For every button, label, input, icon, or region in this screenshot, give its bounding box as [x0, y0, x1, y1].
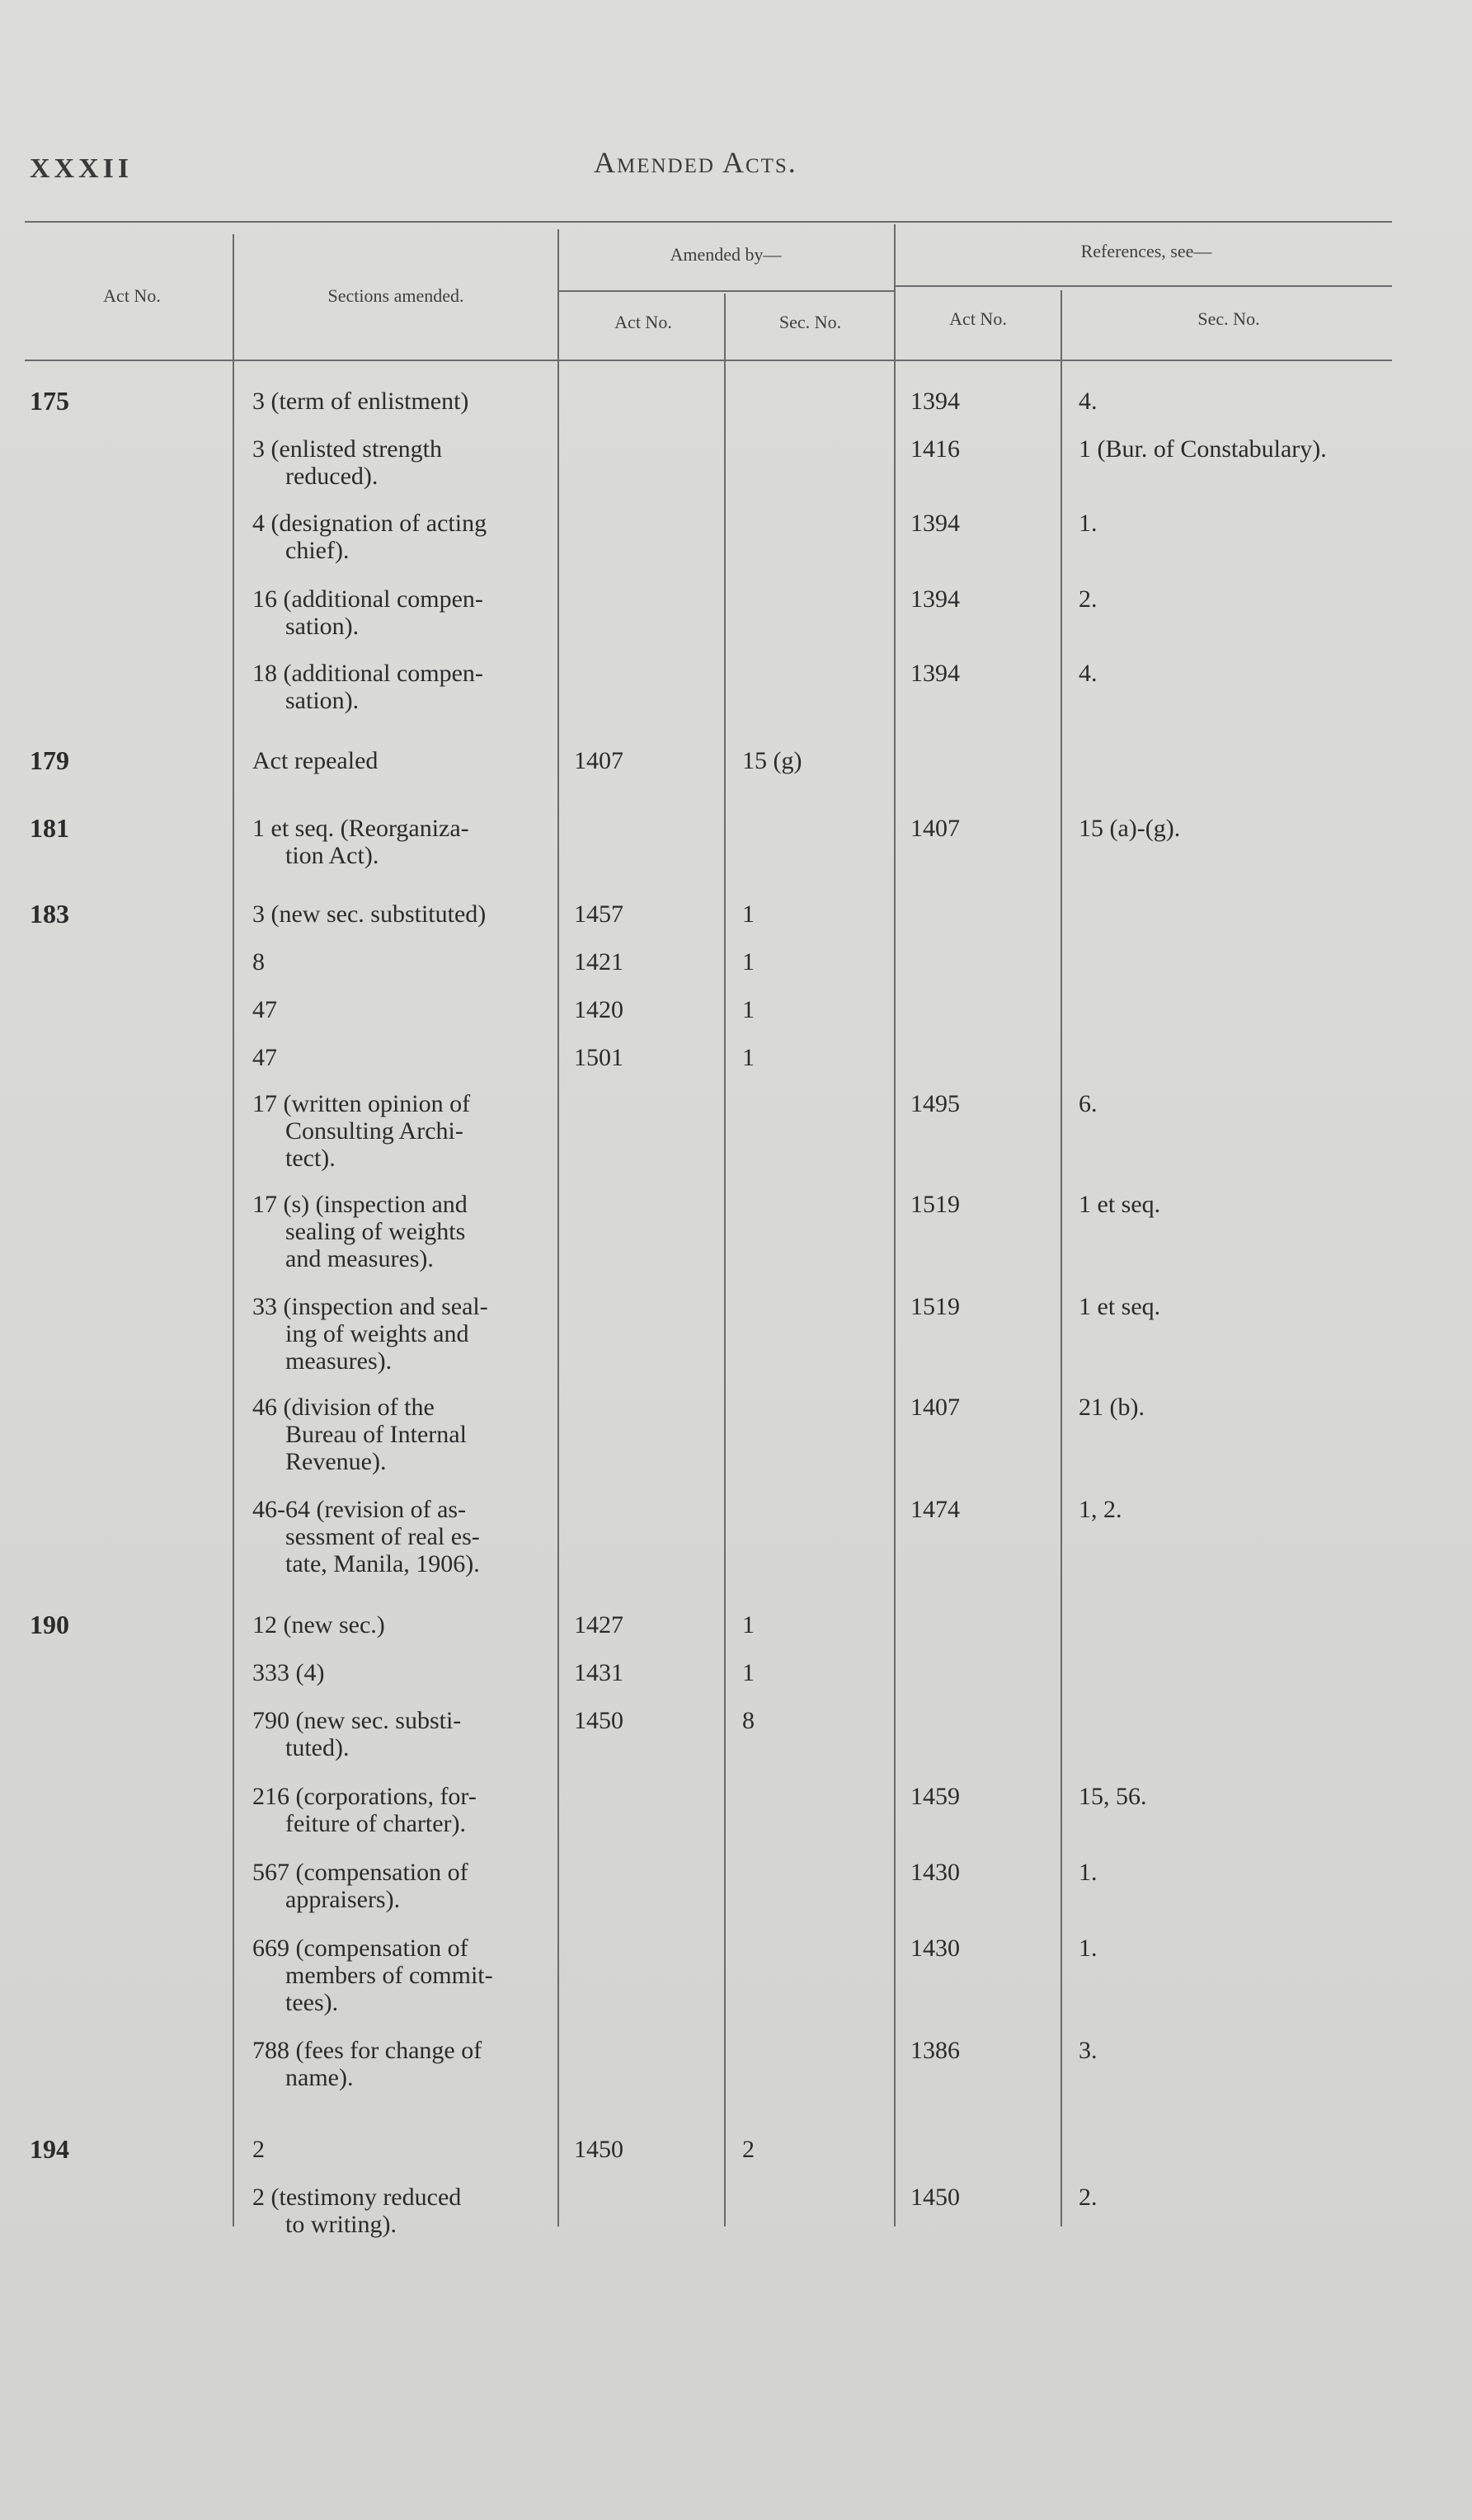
- reference-section-number: 4.: [1079, 388, 1098, 415]
- sections-amended-cell: [252, 1783, 549, 1837]
- amended-by-section-number: 8: [742, 1707, 755, 1734]
- reference-act-number: 1386: [910, 2037, 960, 2064]
- section-text-continued: Consulting Archi-: [285, 1117, 463, 1145]
- section-text-continued: name).: [285, 2064, 354, 2091]
- section-text-continued: tion Act).: [285, 842, 379, 869]
- reference-section-number: 2.: [1079, 585, 1098, 613]
- reference-act-number: 1450: [910, 2184, 960, 2211]
- section-text: 2 (testimony reduced: [252, 2184, 462, 2211]
- reference-act-number: 1474: [910, 1496, 960, 1523]
- reference-section-number: 1 et seq.: [1079, 1191, 1161, 1218]
- section-text: 16 (additional compen-: [252, 585, 483, 613]
- reference-act-number: 1430: [910, 1859, 960, 1886]
- sections-amended-cell: [252, 1293, 549, 1375]
- section-text: 8: [252, 948, 265, 976]
- section-text: 47: [252, 996, 277, 1023]
- subheader-act-no-references: Act No.: [949, 308, 1007, 329]
- amended-by-act-number: 1427: [574, 1611, 623, 1638]
- amended-by-section-number: 15 (g): [742, 747, 802, 774]
- section-text-continued: to writing).: [285, 2211, 397, 2238]
- section-text: 47: [252, 1044, 277, 1071]
- subheader-act-no-amended: Act No.: [614, 312, 672, 332]
- section-text-continued: sealing of weights: [285, 1218, 466, 1245]
- section-text: 18 (additional compen-: [252, 660, 483, 687]
- sections-amended-cell: [252, 2037, 549, 2091]
- header-references: References, see—: [1080, 241, 1212, 261]
- section-text-continued: sation).: [285, 687, 360, 714]
- section-text: 1 et seq. (Reorganiza-: [252, 815, 469, 842]
- section-text: 17 (written opinion of: [252, 1090, 471, 1117]
- section-text-continued: chief).: [285, 537, 350, 564]
- sections-amended-cell: [252, 660, 549, 714]
- page-number: XXXII: [30, 153, 134, 184]
- reference-section-number: 15, 56.: [1079, 1783, 1147, 1810]
- reference-act-number: 1394: [910, 660, 960, 687]
- col-rule-5: [1060, 290, 1062, 2226]
- reference-act-number: 1416: [910, 435, 960, 463]
- section-text-continued: sation).: [285, 613, 360, 640]
- reference-section-number: 1, 2.: [1079, 1496, 1122, 1523]
- act-number: 175: [30, 386, 69, 416]
- sections-amended-cell: [252, 388, 549, 415]
- sections-amended-cell: [252, 1611, 549, 1638]
- reference-section-number: 6.: [1079, 1090, 1098, 1117]
- section-text: 788 (fees for change of: [252, 2037, 482, 2064]
- sections-amended-cell: [252, 2184, 549, 2238]
- section-text: 33 (inspection and seal-: [252, 1293, 488, 1320]
- sections-amended-cell: [252, 1935, 549, 2016]
- sections-amended-cell: [252, 1044, 549, 1071]
- section-text: 46-64 (revision of as-: [252, 1496, 467, 1523]
- reference-section-number: 21 (b).: [1079, 1394, 1145, 1421]
- reference-act-number: 1394: [910, 585, 960, 613]
- amended-by-act-number: 1407: [574, 747, 623, 774]
- section-text: 3 (term of enlistment): [252, 388, 469, 415]
- section-text: 17 (s) (inspection and: [252, 1191, 468, 1218]
- amended-by-act-number: 1431: [574, 1659, 623, 1686]
- sections-amended-cell: [252, 1090, 549, 1172]
- sections-amended-cell: [252, 510, 549, 564]
- sections-amended-cell: [252, 1707, 549, 1761]
- amended-by-section-number: 1: [742, 1659, 755, 1686]
- amended-by-act-number: 1457: [574, 900, 623, 928]
- reference-section-number: 2.: [1079, 2184, 1098, 2211]
- reference-section-number: 1 et seq.: [1079, 1293, 1161, 1320]
- sections-amended-cell: [252, 585, 549, 640]
- col-rule-4: [894, 224, 896, 2226]
- act-number: 183: [30, 899, 69, 929]
- act-number: 194: [30, 2134, 69, 2164]
- section-text-continued: feiture of charter).: [285, 1810, 467, 1837]
- sections-amended-cell: [252, 815, 549, 869]
- section-text-continued: appraisers).: [285, 1886, 401, 1913]
- sections-amended-cell: [252, 435, 549, 490]
- section-text-continued: and measures).: [285, 1245, 434, 1272]
- amended-by-section-number: 1: [742, 900, 755, 928]
- section-text-continued: Bureau of Internal: [285, 1421, 467, 1448]
- section-text-continued: Revenue).: [285, 1448, 387, 1475]
- sections-amended-cell: [252, 996, 549, 1023]
- amended-by-section-number: 1: [742, 1611, 755, 1638]
- section-text: 4 (designation of acting: [252, 510, 487, 537]
- amended-by-section-number: 1: [742, 1044, 755, 1071]
- col-rule-3: [724, 294, 726, 2226]
- reference-act-number: 1394: [910, 388, 960, 415]
- section-text-continued: tuted).: [285, 1734, 350, 1761]
- amended-by-act-number: 1501: [574, 1044, 623, 1071]
- act-number: 181: [30, 813, 69, 843]
- subheader-sec-no-amended: Sec. No.: [778, 312, 842, 332]
- reference-section-number: 1 (Bur. of Constabulary).: [1079, 435, 1327, 463]
- sections-amended-cell: [252, 948, 549, 976]
- amended-by-act-number: 1420: [574, 996, 623, 1023]
- sections-amended-cell: [252, 1394, 549, 1475]
- reference-section-number: 15 (a)-(g).: [1079, 815, 1181, 842]
- col-rule-2: [557, 229, 559, 2226]
- header-sections-amended: Sections amended.: [327, 285, 464, 306]
- section-text-continued: tees).: [285, 1989, 339, 2016]
- section-text-continued: sessment of real es-: [285, 1523, 480, 1550]
- section-text-continued: members of commit-: [285, 1962, 493, 1989]
- section-text: 3 (new sec. substituted): [252, 900, 487, 928]
- reference-section-number: 1.: [1079, 1859, 1098, 1886]
- sections-amended-cell: [252, 1659, 549, 1686]
- amended-by-section-number: 2: [742, 2136, 755, 2163]
- section-text: Act repealed: [252, 747, 379, 774]
- act-number: 179: [30, 745, 69, 775]
- section-text: 216 (corporations, for-: [252, 1783, 477, 1810]
- running-title: Amended Acts.: [594, 146, 797, 179]
- sections-amended-cell: [252, 747, 549, 774]
- section-text: 669 (compensation of: [252, 1935, 468, 1962]
- reference-act-number: 1407: [910, 1394, 960, 1421]
- reference-act-number: 1407: [910, 815, 960, 842]
- section-text: 790 (new sec. substi-: [252, 1707, 462, 1734]
- amended-by-section-number: 1: [742, 996, 755, 1023]
- header-act-no: Act No.: [103, 285, 161, 306]
- section-text-continued: ing of weights and: [285, 1320, 469, 1347]
- sections-amended-cell: [252, 900, 549, 928]
- reference-section-number: 4.: [1079, 660, 1098, 687]
- reference-act-number: 1459: [910, 1783, 960, 1810]
- reference-section-number: 1.: [1079, 510, 1098, 537]
- reference-act-number: 1519: [910, 1293, 960, 1320]
- act-number: 190: [30, 1610, 69, 1639]
- section-text: 12 (new sec.): [252, 1611, 385, 1638]
- reference-act-number: 1394: [910, 510, 960, 537]
- header-bottom-rule: [25, 360, 1392, 361]
- col-rule-1: [233, 234, 234, 2226]
- amended-by-act-number: 1421: [574, 948, 623, 976]
- header-amended-by: Amended by—: [670, 244, 782, 265]
- reference-section-number: 1.: [1079, 1935, 1098, 1962]
- reference-section-number: 3.: [1079, 2037, 1098, 2064]
- section-text: 3 (enlisted strength: [252, 435, 442, 463]
- sections-amended-cell: [252, 2136, 549, 2163]
- section-text: 2: [252, 2136, 265, 2163]
- sections-amended-cell: [252, 1859, 549, 1913]
- amended-by-act-number: 1450: [574, 2136, 623, 2163]
- table-top-rule: [25, 221, 1392, 223]
- section-text-continued: tect).: [285, 1145, 336, 1172]
- section-text: 46 (division of the: [252, 1394, 435, 1421]
- reference-act-number: 1495: [910, 1090, 960, 1117]
- section-text-continued: reduced).: [285, 463, 379, 490]
- reference-act-number: 1430: [910, 1935, 960, 1962]
- subheader-rule-references: [894, 285, 1392, 287]
- amended-by-act-number: 1450: [574, 1707, 623, 1734]
- section-text-continued: measures).: [285, 1347, 393, 1375]
- amended-by-section-number: 1: [742, 948, 755, 976]
- section-text-continued: tate, Manila, 1906).: [285, 1550, 480, 1577]
- section-text: 333 (4): [252, 1659, 325, 1686]
- section-text: 567 (compensation of: [252, 1859, 468, 1886]
- sections-amended-cell: [252, 1191, 549, 1272]
- reference-act-number: 1519: [910, 1191, 960, 1218]
- sections-amended-cell: [252, 1496, 549, 1577]
- subheader-sec-no-references: Sec. No.: [1197, 308, 1260, 329]
- subheader-rule-amended: [557, 290, 894, 292]
